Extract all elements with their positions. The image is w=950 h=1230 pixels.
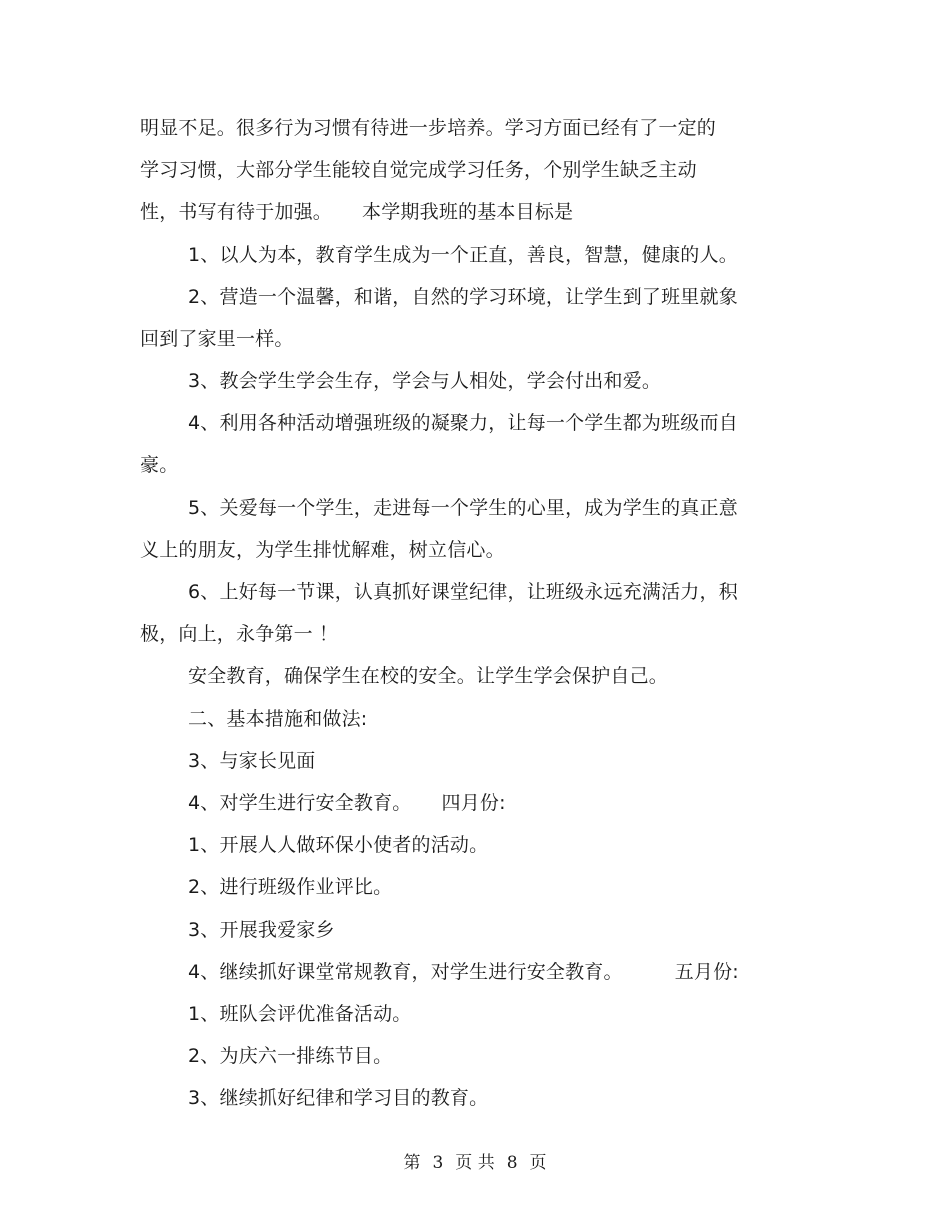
list-item: 3、教会学生学会生存，学会与人相处，学会付出和爱。 (188, 370, 662, 392)
page-footer (0, 1150, 950, 1176)
text-line: 义上的朋友，为学生排忧解难，树立信心。 (140, 539, 505, 561)
total-pages-number: 8 (506, 1153, 518, 1173)
list-item: 1、班队会评优准备活动。 (188, 1003, 412, 1025)
text-line: 回到了家里一样。 (140, 328, 294, 350)
text-line: 学习习惯，大部分学生能较自觉完成学习任务，个别学生缺乏主动 (140, 159, 697, 181)
text-line: 极，向上，永争第一 ！ (140, 623, 339, 645)
section-heading: 二、基本措施和做法: (188, 708, 368, 730)
text-fragment: 性，书写有待于加强。 (140, 201, 333, 223)
list-item (188, 958, 739, 986)
list-item: 1、以人为本，教育学生成为一个正直，善良，智慧，健康的人。 (188, 244, 738, 266)
list-item: 3、开展我爱家乡 (188, 919, 335, 941)
text-fragment: 4、继续抓好课堂常规教育，对学生进行安全教育。 (188, 961, 623, 983)
list-item: 3、与家长见面 (188, 750, 316, 772)
list-item: 6、上好每一节课，认真抓好课堂纪律，让班级永远充满活力，积 (188, 581, 738, 603)
footer-middle: 页 共 (455, 1153, 495, 1173)
footer-suffix: 页 (529, 1153, 547, 1173)
month-heading: 五月份: (674, 961, 739, 983)
list-item (188, 789, 506, 817)
text-fragment: 本学期我班的基本目标是 (362, 201, 574, 223)
list-item: 5、关爱每一个学生，走进每一个学生的心里，成为学生的真正意 (188, 497, 738, 519)
list-item: 2、为庆六一排练节目。 (188, 1045, 393, 1067)
list-item: 2、营造一个温馨，和谐，自然的学习环境，让学生到了班里就象 (188, 286, 738, 308)
list-item: 1、开展人人做环保小使者的活动。 (188, 834, 489, 856)
text-line: 豪。 (140, 454, 179, 476)
list-item: 2、进行班级作业评比。 (188, 876, 393, 898)
current-page-number: 3 (432, 1153, 444, 1173)
list-item: 4、利用各种活动增强班级的凝聚力，让每一个学生都为班级而自 (188, 412, 738, 434)
footer-prefix: 第 (403, 1153, 421, 1173)
text-line: 明显不足。很多行为习惯有待进一步培养。学习方面已经有了一定的 (140, 117, 717, 139)
list-item: 3、继续抓好纪律和学习目的教育。 (188, 1087, 489, 1109)
text-line: 安全教育，确保学生在校的安全。让学生学会保护自己。 (188, 665, 669, 687)
text-line (140, 198, 573, 226)
month-heading: 四月份: (441, 792, 506, 814)
text-fragment: 4、对学生进行安全教育。 (188, 792, 412, 814)
